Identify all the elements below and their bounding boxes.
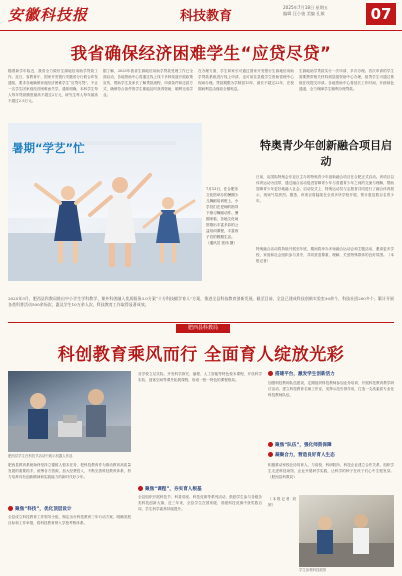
subhead-b-text: 聚焦“课程”，夯实育人根基 [145,487,202,492]
section-title: 科技教育 [180,9,233,24]
robot-photo-caption: 肥西县学生在科技节活动中展示机器人作品 [8,454,73,458]
robot-scene [8,371,131,452]
bullet-icon [8,506,13,511]
section-divider [8,322,394,323]
dateline [283,5,363,17]
article3-lead: 2025年3月，肥西县科教局推出中小学生学科教学、课外科创融入优质服务3.0方案“十方科技赋学育人”方案，推进全县科技教育创新发展。截至目前，全县已建成科技创新实验室30余个，科技社团200多个，累计开展各类科普活动500余场次，惠及学生10万余人次，科技教育工作取得显著成效。 [8,296,394,307]
article3-body-f: 积极推动家校社协同育人，与高校、科研院所、科技企业建立合作关系，组织学生走进科技场馆、企业开展研学实践，让科学的种子在孩子们心中生根发芽。（肥西县科教局） [268,463,394,479]
article3-byline-col: （本报记者 刘婷） [268,497,296,507]
article2-body-2: 特奥融合活动将持续开展至年底，期间将举办多场融合运动会和主题活动，邀请更多学校、家庭和社会组织参与其中，共同营造尊重、理解、关爱特殊群体的良好氛围。（本报记者） [256,247,394,263]
article3-body-e: 加强科技教师队伍建设，定期组织科技教师参加业务培训，开展科技教育教学研讨活动，建立科技教育名师工作室，发挥示范引领作用，打造一支高素质专业化科技教师队伍。 [268,381,394,397]
article2-headline: 特奥青少年创新融合项目启动 [260,139,392,168]
article1-col-a: 随着新学年临近，我省全力做好生源地信用助学贷款工作。近日，省教育厅、国家开发银行安徽省分行联合印发通知，要求各地确保家庭经济困难学生“应贷尽贷”，不让一名学生因家庭经济困难而失学。通知明确，本科学生每人每年贷款额度最高不超过2万元，研究生每人每年最高不超过2.5万元。 [8,69,98,103]
bullet-icon [268,371,273,376]
subhead-b [138,486,202,492]
page-number: 07 [366,3,396,25]
article2-body: 日前，由国际特奥会东亚区主办的特奥青少年创新融合项目在合肥正式启动。该项目以体育运动为纽带，通过融合活动促进智障青少年与普通青少年之间的交流与理解，帮助智障青少年更好地融入社会。启动仪式上，特奥运动员与志愿者共同进行了融合体育展示，现场气氛热烈。据悉，该项目将陆续在全省多所学校开展，预计惠及数百名青少年。 [256,175,394,203]
science-visit-photo [299,495,394,567]
science-photo-caption: 学生参观科技展馆 [299,568,327,572]
organization-banner: 肥西县科教局 [176,324,230,333]
article3-body-a: 肥西县教育系统始终坚持立德树人根本任务，把科技教育作为推动教育高质量发展的重要抓手，统筹各方资源，加大经费投入，不断完善科技教育体系，努力培养具有创新精神和实践能力的新时代好少年。 [8,463,131,479]
subhead-e [268,452,335,458]
subhead-a-text: 聚焦“科技”，优化顶层设计 [15,507,72,512]
article1-headline: 我省确保经济困难学生“应贷尽贷” [70,44,332,63]
robot-activity-photo [8,371,131,452]
editor-text: 编辑 汪小骏 美编 孔敏 [283,11,325,16]
summer-kicker: 暑期“学艺”忙 [12,141,85,155]
article3-headline: 科创教育乘风而行 全面育人绽放光彩 [57,345,345,365]
article1-col-c: 在办理方面，学生和家长可通过国家开发银行生源地信用助学贷款系统进行线上申请，也可前往县级学生资助管理中心现场办理。贷款期限为学制加15年，最长不超过22年，在校期间利息由财政全额贴息。 [198,69,294,91]
newspaper-brand: 安徽科技报 [8,6,89,24]
article3-body-d: 全县组织开展科技节、科普讲座、科技竞赛等系列活动，鼓励学生参与各级各类科技创新大赛，近三年来，全县学生在国家级、省级科技竞赛中获奖数百项，学生科学素养持续提升。 [138,495,262,511]
subhead-c [268,371,335,377]
subhead-e-text: 凝聚合力，营造良好育人生态 [275,453,335,458]
subhead-a [8,506,72,512]
bullet-icon [138,486,143,491]
article3-body-c: 各学校立足实际，开发科学探究、编程、人工智能等特色校本课程，开设科学实验、创客空间等课外拓展课程，形成一校一特色的课程格局。 [138,372,262,382]
subhead-d [268,442,332,448]
article1-col-d: 生源地助学贷款实行一次申请、多次办理。首次申请的学生需要携带相关材料到县级资助中心办理，续贷学生可通过系统在线提交申请。各地资助中心将延长工作时间，开辟绿色通道，全力保障学生顺利办理贷款。 [299,69,394,91]
dance-photo-caption: 7月13日，在合肥市文化馆举办的暑期少儿舞蹈培训班上，小学员们在老师的指导下练习舞蹈动作。暑期来临，各地文化场馆推出丰富多彩的公益培训课程，丰富孩子们的假期生活。（通讯员 张伟 摄） [206,187,239,245]
science-visit-scene [299,495,394,567]
article3-body-b: 全县成立科技教育工作领导小组，制定出台科技教育三年行动方案，明确发展目标和工作举措，将科技教育纳入学校考核体系。 [8,515,131,525]
subhead-c-text: 搭建平台，激发学生创新活力 [275,372,335,377]
bullet-icon [268,452,273,457]
bullet-icon [268,442,273,447]
subhead-d-text: 聚焦“队伍”，强化师资保障 [275,443,332,448]
article1-col-b: 据了解，2025年我省生源地信用助学贷款受理工作已全面启动，各地资助中心将通过线上线下多种渠道开展政策宣传，帮助学生及家长了解贷款流程、申请条件和还款方式，确保符合条件的学生都能及时获得资助，顺利完成学业。 [103,69,193,97]
masthead [0,0,402,31]
date-text: 2025年7月18日 星期五 [283,5,329,10]
